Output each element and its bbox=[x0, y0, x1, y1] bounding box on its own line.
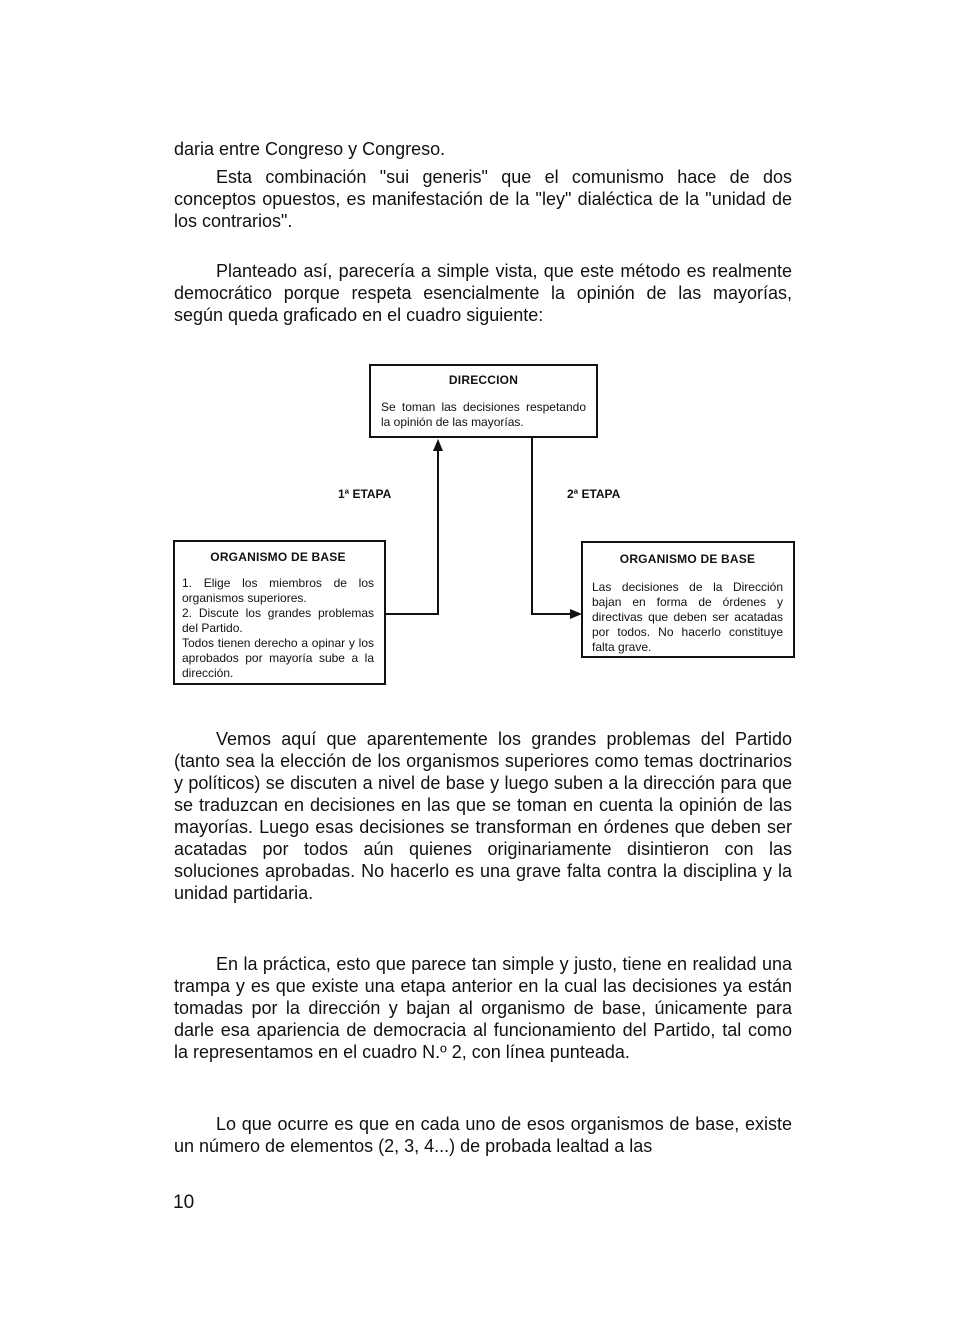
organismo-base-right-box bbox=[581, 541, 795, 658]
direccion-text: Se toman las decisiones respetando la opinión de las mayorías. bbox=[381, 400, 586, 429]
stage-1-label: 1ª ETAPA bbox=[338, 487, 392, 501]
organismo-base-left-item-1: 1. Elige los miembros de los organismos superiores. bbox=[182, 576, 374, 605]
organismo-base-left-note: Todos tienen derecho a opinar y los aprobados por mayoría sube a la dirección. bbox=[182, 636, 374, 680]
connector-left-vertical bbox=[437, 450, 439, 615]
connector-right-horizontal bbox=[531, 613, 571, 615]
paragraph-6: Lo que ocurre es que en cada uno de esos organismos de base, existe un número de elementos (2, 3, 4...) de probada lealtad a las bbox=[174, 1114, 792, 1156]
stage-2-label: 2ª ETAPA bbox=[567, 487, 621, 501]
organismo-base-left-title: ORGANISMO DE BASE bbox=[210, 550, 346, 564]
paragraph-2: Esta combinación "sui generis" que el comunismo hace de dos conceptos opuestos, es manifestación de la "ley" dialéctica de la "unidad de los contrarios". bbox=[174, 167, 792, 231]
connector-left-horizontal bbox=[385, 613, 439, 615]
connector-right-vertical bbox=[531, 438, 533, 615]
paragraph-4: Vemos aquí que aparentemente los grandes problemas del Partido (tanto sea la elección de los organismos superiores como temas doctrinarios y políticos) se discuten a nivel de base y luego suben a la dirección para que se traduzcan en decisiones en las que se toman en cuenta la opinión de las mayorías. Luego esas decisiones se transforman en órdenes que deben ser acatadas por todos aún quienes originariamente disintieron con las soluciones aprobadas. No hacerlo es una grave falta contra la disciplina y la unidad partidaria. bbox=[174, 729, 792, 903]
page-number: 10 bbox=[173, 1192, 195, 1213]
organismo-base-right-text: Las decisiones de la Dirección bajan en forma de órdenes y directivas que deben ser acatadas por todos. No hacerlo constituye falta grave. bbox=[592, 580, 783, 654]
organismo-base-left-item-2: 2. Discute los grandes problemas del Partido. bbox=[182, 606, 374, 635]
paragraph-3: Planteado así, parecería a simple vista, que este método es realmente democrático porque respeta esencialmente la opinión de las mayorías, según queda graficado en el cuadro siguiente: bbox=[174, 261, 792, 325]
direccion-box bbox=[369, 364, 598, 438]
direccion-title: DIRECCION bbox=[448, 373, 519, 387]
organismo-base-right-title: ORGANISMO DE BASE bbox=[619, 552, 756, 566]
organismo-base-left-box bbox=[173, 540, 386, 685]
paragraph-1: daria entre Congreso y Congreso. bbox=[174, 139, 446, 159]
paragraph-5: En la práctica, esto que parece tan simple y justo, tiene en realidad una trampa y es que existe una etapa anterior en la cual las decisiones ya están tomadas por la dirección y bajan al organismo de base, únicamente para darle esa apariencia de democracia al funcionamiento del Partido, tal como la representamos en el cuadro N.º 2, con línea punteada. bbox=[174, 954, 792, 1062]
